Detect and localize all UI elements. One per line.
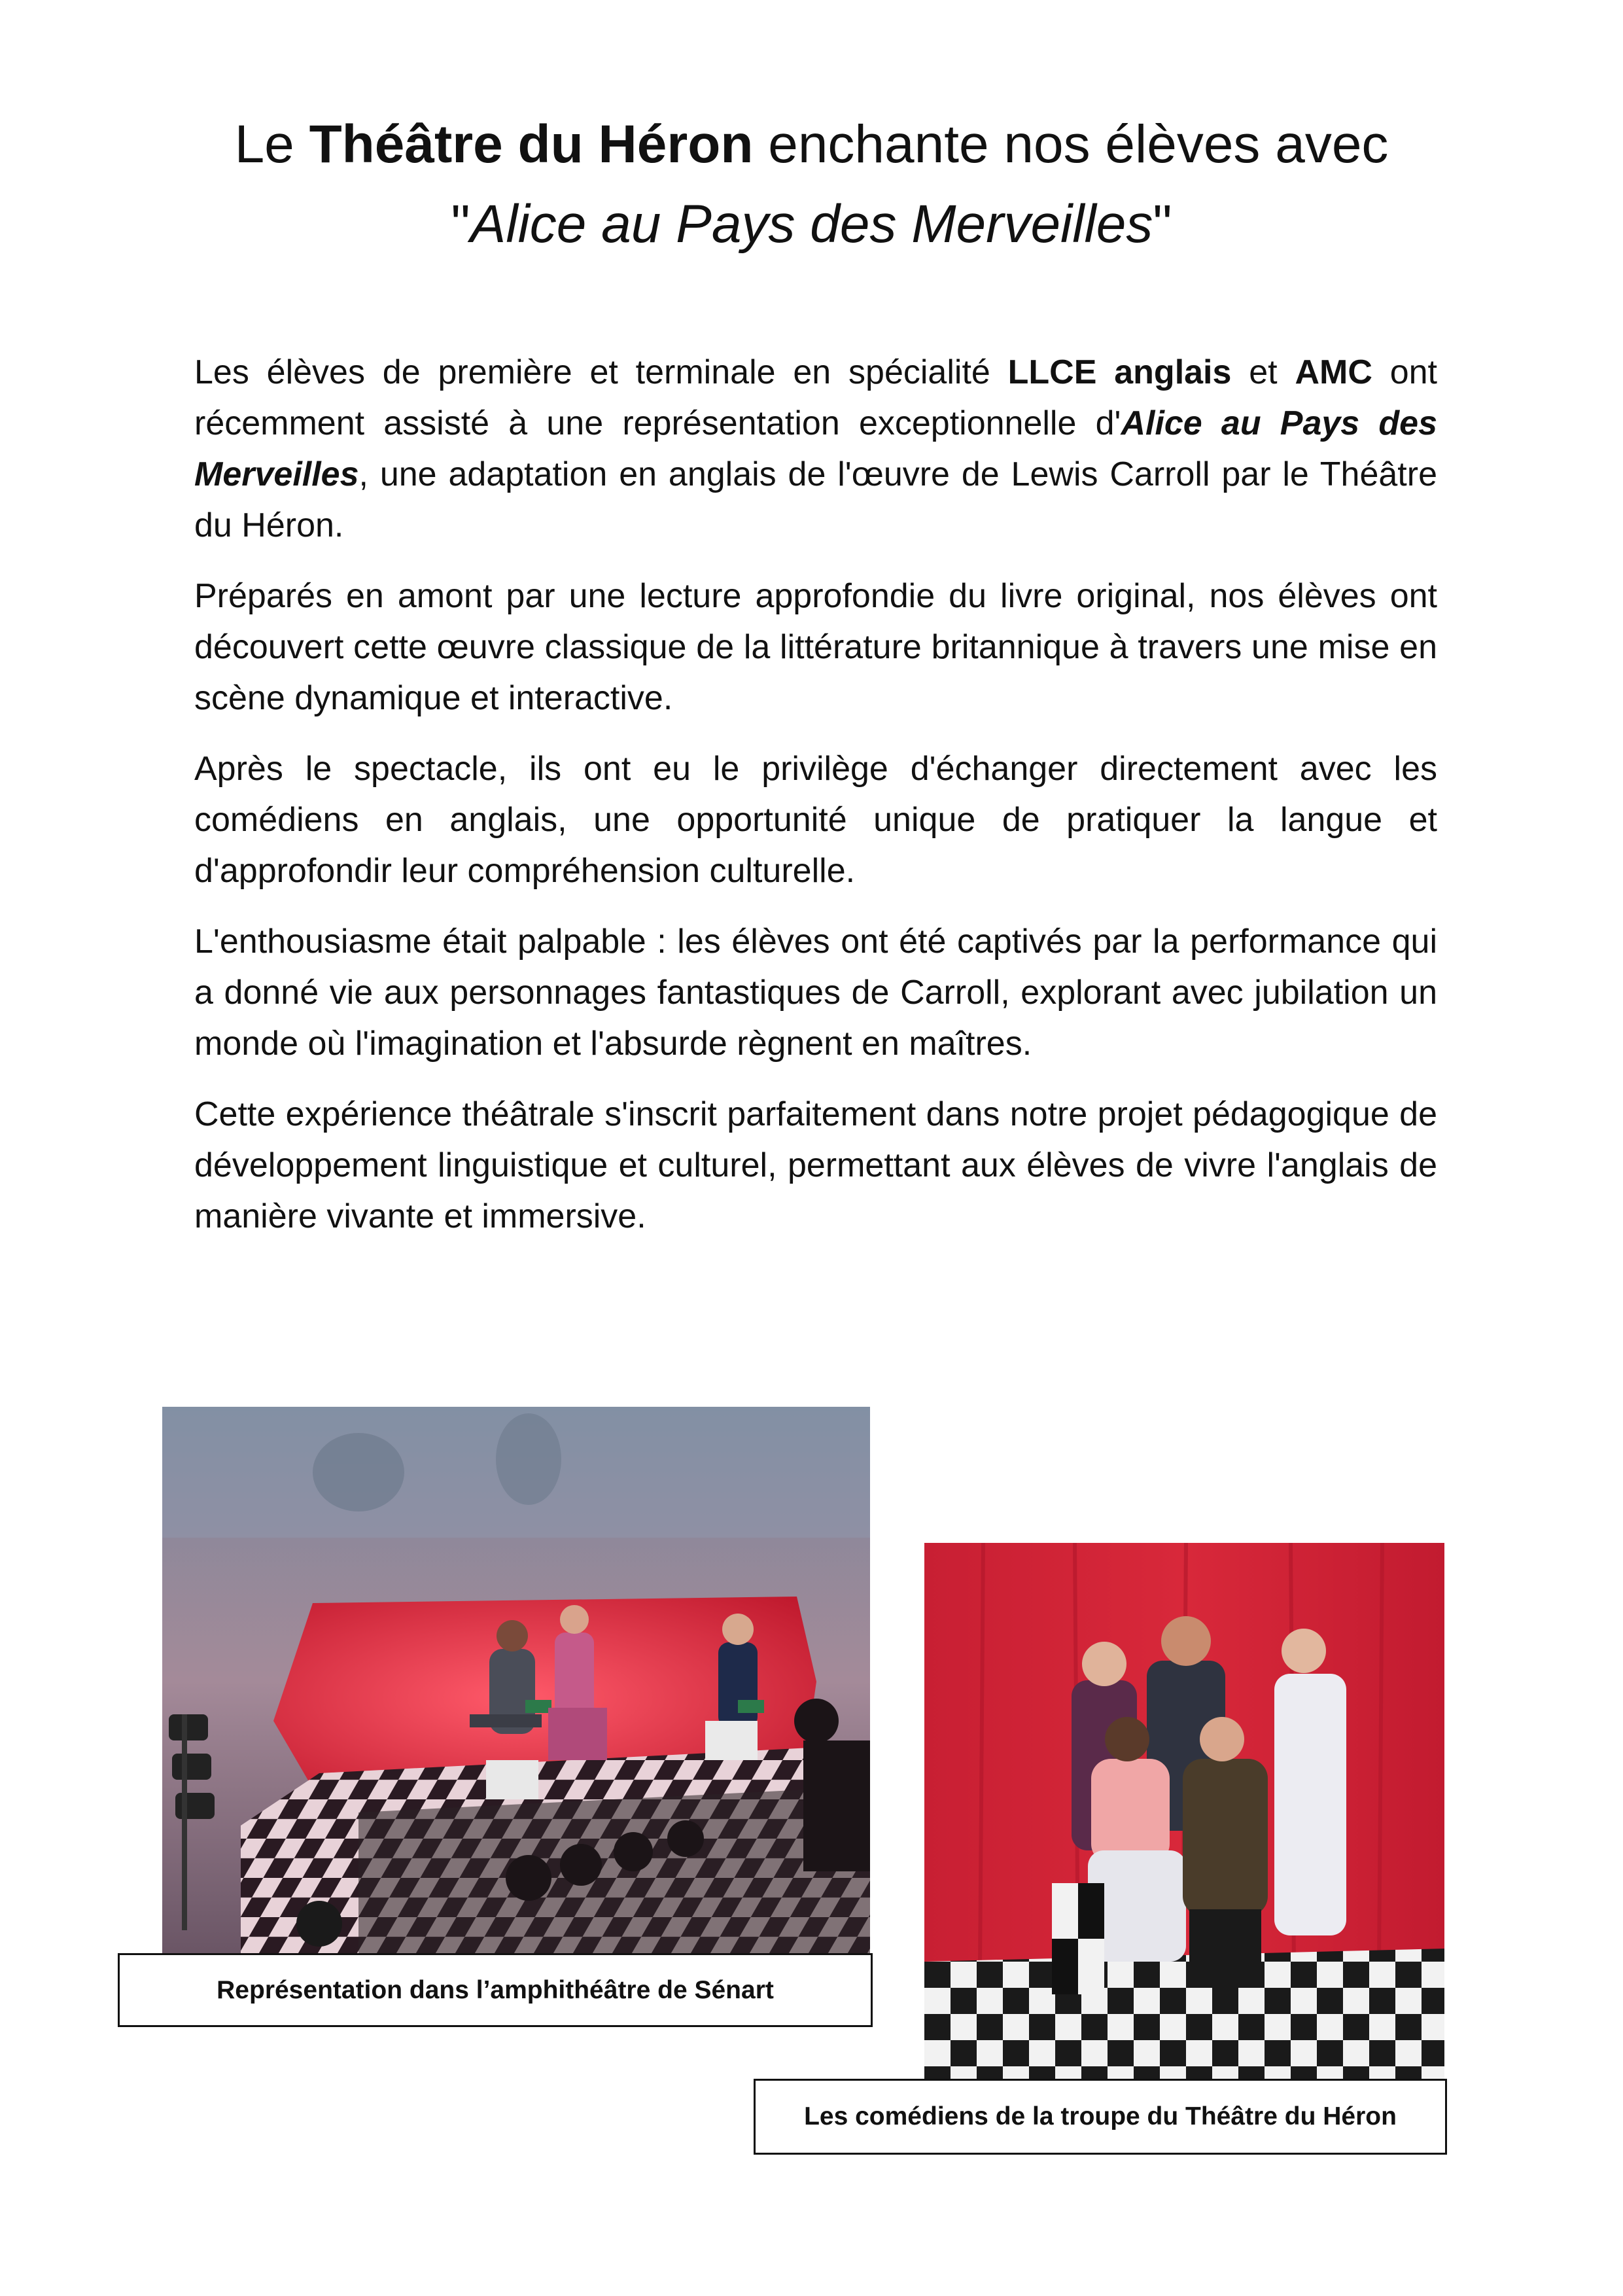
- paragraph-1: Les élèves de première et terminale en spécialité LLCE anglais et AMC ont récemment assisté à une représentation exceptionnelle d'Alice au Pays des Merveilles, une adaptation en anglais de l'œuvre de Lewis Carroll par le Théâtre du Héron.: [194, 353, 1438, 544]
- actor-right: [1274, 1629, 1346, 1935]
- stage-photo: [162, 1407, 870, 1955]
- play-title: Alice au Pays des Merveilles: [470, 194, 1153, 254]
- paragraph-5: Cette expérience théâtrale s'inscrit parfaitement dans notre projet pédagogique de développement linguistique et culturel, permettant aux élèves de vivre l'anglais de manière vivante et immersive.: [194, 1095, 1437, 1235]
- title-line-2: "Alice au Pays des Merveilles": [451, 194, 1172, 254]
- cast-photo: [924, 1543, 1444, 2079]
- cast-photo-caption: Les comédiens de la troupe du Théâtre du Héron: [754, 2079, 1447, 2155]
- paragraph-3: Après le spectacle, ils ont eu le privilège d'échanger directement avec les comédiens en anglais, une opportunité unique de pratiquer la langue et d'approfondir leur compréhension culturelle.: [194, 750, 1437, 890]
- stool: [1052, 1883, 1104, 1994]
- theatre-name: Théâtre du Héron: [309, 115, 754, 174]
- title-line-1: Le Théâtre du Héron enchante nos élèves avec: [234, 115, 1389, 174]
- stage-photo-caption: Représentation dans l’amphithéâtre de Sénart: [118, 1953, 873, 2027]
- article-title: [0, 105, 1623, 264]
- article-body: [194, 347, 1437, 1262]
- paragraph-2: Préparés en amont par une lecture approfondie du livre original, nos élèves ont découvert cette œuvre classique de la littérature britannique à travers une mise en scène dynamique et interactive.: [194, 577, 1437, 717]
- paragraph-4: L'enthousiasme était palpable : les élèves ont été captivés par la performance qui a donné vie aux personnages fantastiques de Carroll, explorant avec jubilation un monde où l'imagination et l'absurde règnent en maîtres.: [194, 923, 1437, 1063]
